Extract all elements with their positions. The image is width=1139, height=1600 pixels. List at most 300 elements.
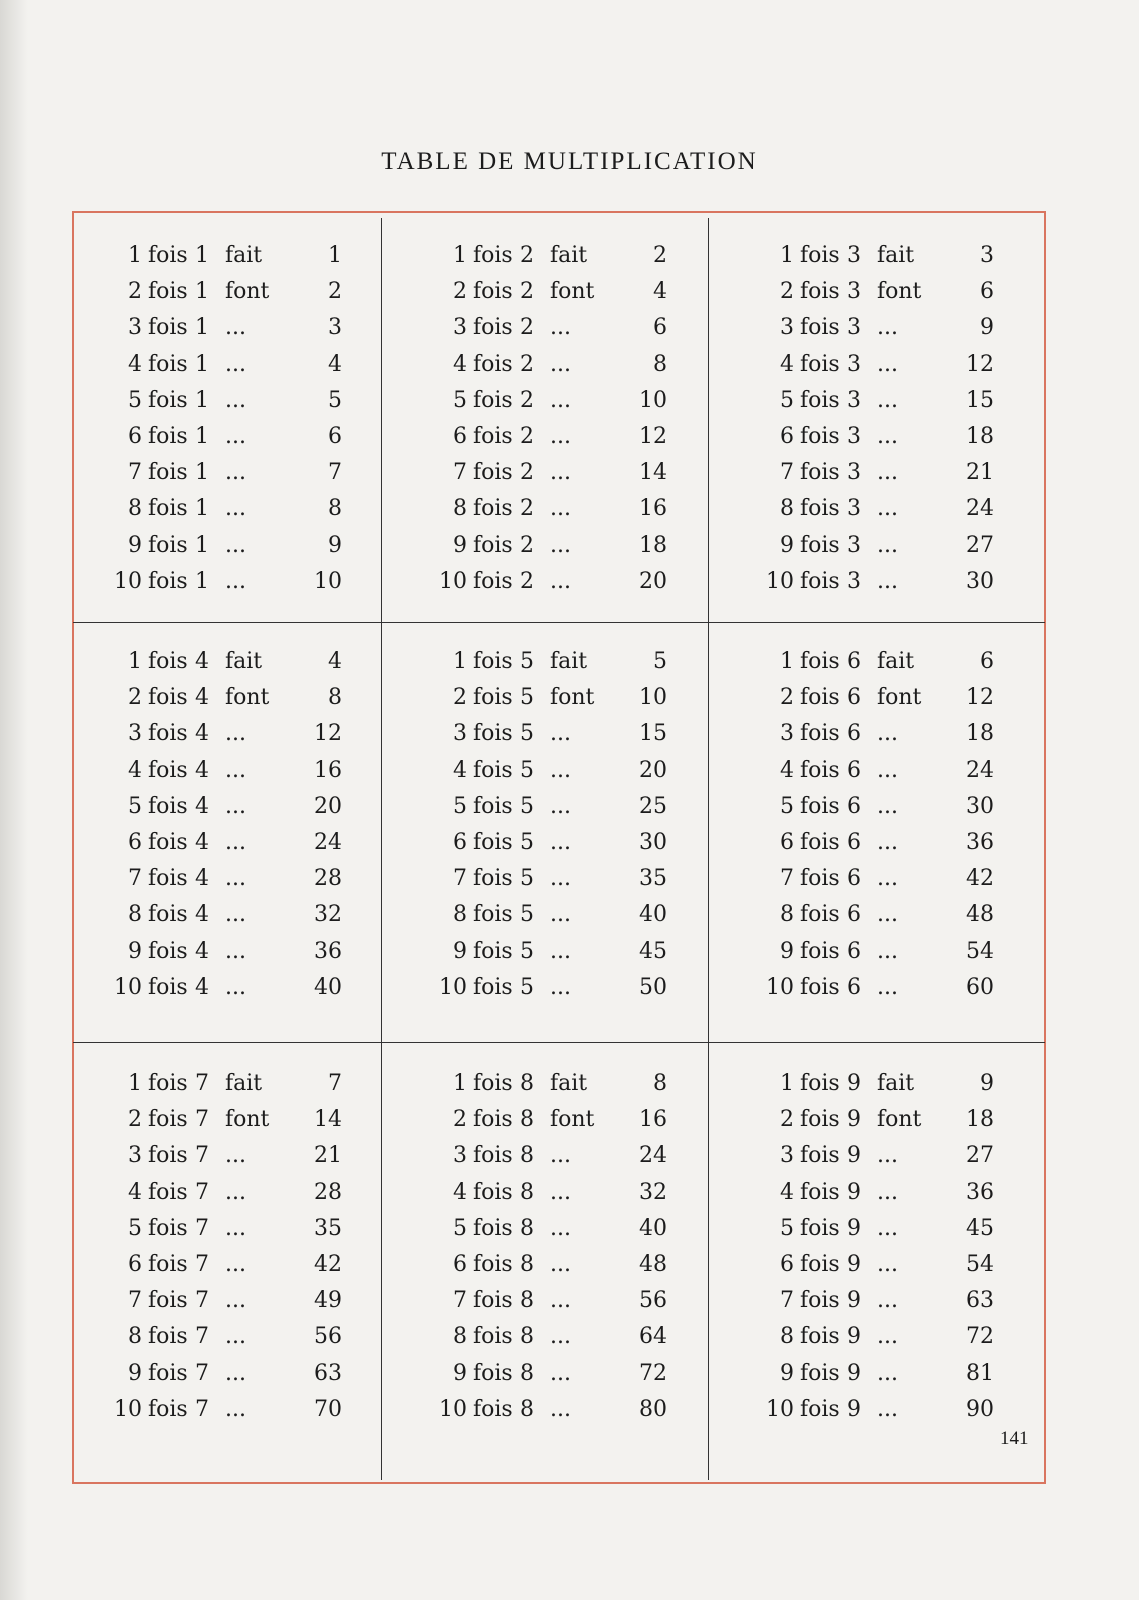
row-multiplier: 6: [847, 793, 861, 819]
row-verb: fait: [550, 1071, 588, 1096]
row-fois: fois: [800, 532, 840, 558]
row-result: 6: [980, 279, 994, 305]
row-verb: ...: [550, 866, 571, 892]
row-multiplier: 6: [847, 685, 861, 711]
row-multiplier: 9: [847, 1360, 861, 1386]
row-multiplier: 3: [847, 279, 861, 305]
row-multiplier: 5: [520, 721, 534, 747]
row-verb: ...: [877, 1179, 898, 1205]
row-multiplier: 4: [195, 938, 209, 964]
row-verb: ...: [225, 1396, 246, 1422]
row-result: 2: [328, 279, 342, 305]
row-multiplier: 2: [520, 315, 534, 341]
row-multiplier: 7: [195, 1215, 209, 1241]
row-fois: fois: [148, 866, 188, 892]
row-result: 24: [966, 757, 994, 783]
page-number: 141: [1000, 1428, 1029, 1449]
row-multiplier: 8: [520, 1288, 534, 1314]
row-verb: ...: [550, 1215, 571, 1241]
page-edge-shadow: [0, 0, 28, 1600]
row-multiplier: 8: [520, 1143, 534, 1169]
row-fois: fois: [800, 1324, 840, 1350]
table-row: [80, 385, 390, 417]
table-row: [732, 646, 1042, 678]
row-number: 6: [128, 830, 142, 855]
row-result: 24: [966, 496, 994, 522]
row-fois: fois: [473, 974, 513, 1000]
row-fois: fois: [800, 1215, 840, 1241]
table-row: [732, 349, 1042, 381]
row-result: 4: [653, 279, 667, 305]
row-result: 32: [639, 1179, 667, 1205]
row-fois: fois: [800, 974, 840, 1000]
row-multiplier: 2: [520, 279, 534, 305]
row-fois: fois: [148, 938, 188, 964]
row-multiplier: 5: [520, 757, 534, 783]
row-multiplier: 3: [847, 315, 861, 341]
row-number: 4: [780, 1179, 794, 1205]
row-number: 2: [780, 1107, 794, 1133]
row-number: 7: [780, 866, 794, 892]
row-multiplier: 9: [847, 1071, 861, 1096]
row-verb: ...: [877, 1252, 898, 1277]
row-result: 20: [314, 793, 342, 819]
table-row: [80, 863, 390, 895]
row-number: 2: [128, 279, 142, 305]
row-multiplier: 9: [847, 1215, 861, 1241]
row-result: 18: [966, 721, 994, 747]
row-number: 1: [780, 1071, 794, 1096]
table-row: [80, 240, 390, 272]
row-result: 6: [653, 315, 667, 341]
row-number: 10: [766, 1396, 794, 1422]
table-row: [405, 457, 715, 489]
row-number: 8: [128, 902, 142, 928]
row-multiplier: 2: [520, 460, 534, 486]
row-multiplier: 3: [847, 532, 861, 558]
row-fois: fois: [148, 351, 188, 377]
row-multiplier: 8: [520, 1324, 534, 1350]
row-fois: fois: [473, 496, 513, 522]
table-row: [405, 936, 715, 968]
row-number: 7: [453, 866, 467, 892]
row-multiplier: 7: [195, 1396, 209, 1422]
row-result: 49: [314, 1288, 342, 1314]
table-row: [80, 457, 390, 489]
table-row: [405, 385, 715, 417]
table-row: [405, 755, 715, 787]
row-fois: fois: [473, 279, 513, 305]
row-multiplier: 8: [520, 1396, 534, 1422]
row-verb: ...: [877, 1396, 898, 1422]
row-multiplier: 7: [195, 1288, 209, 1314]
row-fois: fois: [800, 1179, 840, 1205]
table-row: [405, 646, 715, 678]
row-number: 5: [128, 793, 142, 819]
row-multiplier: 9: [847, 1288, 861, 1314]
row-fois: fois: [800, 387, 840, 413]
row-multiplier: 2: [520, 532, 534, 558]
row-fois: fois: [148, 685, 188, 711]
row-result: 10: [639, 387, 667, 413]
row-fois: fois: [473, 1360, 513, 1386]
page-title: TABLE DE MULTIPLICATION: [381, 148, 758, 175]
row-multiplier: 6: [847, 721, 861, 747]
table-row: [732, 972, 1042, 1004]
row-fois: fois: [473, 243, 513, 268]
table-row: [405, 240, 715, 272]
row-number: 2: [128, 685, 142, 711]
row-verb: ...: [225, 938, 246, 964]
table-row: [732, 1321, 1042, 1353]
row-fois: fois: [473, 1396, 513, 1422]
row-multiplier: 2: [520, 424, 534, 449]
row-verb: ...: [550, 1324, 571, 1350]
row-verb: ...: [225, 1360, 246, 1386]
row-fois: fois: [800, 902, 840, 928]
row-number: 5: [780, 793, 794, 819]
table-row: [405, 1104, 715, 1136]
row-verb: ...: [877, 1288, 898, 1314]
row-multiplier: 6: [847, 902, 861, 928]
row-number: 5: [780, 387, 794, 413]
row-fois: fois: [800, 685, 840, 711]
row-fois: fois: [148, 902, 188, 928]
row-number: 8: [453, 496, 467, 522]
row-verb: ...: [225, 1324, 246, 1350]
row-multiplier: 3: [847, 424, 861, 449]
row-verb: ...: [550, 1288, 571, 1314]
table-row: [732, 1394, 1042, 1426]
row-result: 12: [966, 351, 994, 377]
row-multiplier: 1: [195, 315, 209, 341]
row-divider-bottom: [73, 1042, 1045, 1043]
table-row: [405, 530, 715, 562]
row-number: 10: [439, 974, 467, 1000]
row-fois: fois: [473, 866, 513, 892]
row-fois: fois: [473, 830, 513, 855]
row-fois: fois: [148, 1360, 188, 1386]
row-fois: fois: [473, 721, 513, 747]
row-fois: fois: [148, 315, 188, 341]
row-verb: ...: [550, 351, 571, 377]
row-result: 21: [966, 460, 994, 486]
row-verb: ...: [877, 866, 898, 892]
row-result: 40: [639, 902, 667, 928]
row-result: 35: [314, 1215, 342, 1241]
row-fois: fois: [800, 315, 840, 341]
row-fois: fois: [148, 830, 188, 855]
row-number: 10: [114, 568, 142, 594]
row-result: 4: [328, 649, 342, 674]
row-result: 36: [966, 1179, 994, 1205]
row-fois: fois: [800, 793, 840, 819]
row-number: 4: [453, 1179, 467, 1205]
row-number: 7: [128, 460, 142, 486]
row-number: 5: [128, 387, 142, 413]
row-result: 48: [966, 902, 994, 928]
table-row: [80, 1394, 390, 1426]
row-verb: fait: [550, 649, 588, 674]
row-result: 54: [966, 1252, 994, 1277]
row-verb: ...: [225, 830, 246, 855]
row-verb: ...: [225, 568, 246, 594]
row-result: 30: [639, 830, 667, 855]
row-multiplier: 3: [847, 460, 861, 486]
row-multiplier: 6: [847, 757, 861, 783]
row-verb: ...: [225, 757, 246, 783]
row-number: 4: [128, 1179, 142, 1205]
table-row: [80, 1249, 390, 1281]
row-number: 9: [128, 938, 142, 964]
row-multiplier: 1: [195, 460, 209, 486]
table-row: [80, 972, 390, 1004]
row-multiplier: 8: [520, 1179, 534, 1205]
table-row: [405, 899, 715, 931]
row-result: 15: [639, 721, 667, 747]
table-row: [405, 1321, 715, 1353]
row-number: 1: [780, 649, 794, 674]
row-result: 56: [639, 1288, 667, 1314]
row-result: 8: [653, 351, 667, 377]
row-multiplier: 9: [847, 1396, 861, 1422]
row-verb: ...: [225, 387, 246, 413]
row-multiplier: 3: [847, 351, 861, 377]
table-row: [80, 1068, 390, 1100]
row-multiplier: 1: [195, 279, 209, 305]
row-fois: fois: [148, 1071, 188, 1096]
row-verb: ...: [550, 568, 571, 594]
row-number: 1: [453, 243, 467, 268]
row-result: 60: [966, 974, 994, 1000]
table-row: [405, 1068, 715, 1100]
row-number: 10: [439, 568, 467, 594]
row-number: 10: [766, 974, 794, 1000]
row-result: 20: [639, 568, 667, 594]
row-multiplier: 6: [847, 649, 861, 674]
row-result: 12: [639, 424, 667, 449]
row-multiplier: 4: [195, 649, 209, 674]
row-verb: ...: [877, 974, 898, 1000]
row-number: 7: [780, 460, 794, 486]
table-row: [732, 276, 1042, 308]
row-multiplier: 8: [520, 1252, 534, 1277]
table-row: [80, 1321, 390, 1353]
row-verb: fait: [550, 243, 588, 268]
table-row: [732, 493, 1042, 525]
row-verb: ...: [225, 424, 246, 449]
table-row: [732, 863, 1042, 895]
row-number: 3: [128, 721, 142, 747]
row-number: 8: [780, 496, 794, 522]
row-verb: ...: [877, 424, 898, 449]
row-multiplier: 2: [520, 496, 534, 522]
row-number: 6: [128, 1252, 142, 1277]
row-fois: fois: [473, 532, 513, 558]
row-number: 4: [780, 757, 794, 783]
table-row: [732, 827, 1042, 859]
row-verb: ...: [225, 460, 246, 486]
table-row: [732, 791, 1042, 823]
row-fois: fois: [473, 351, 513, 377]
row-verb: ...: [877, 1143, 898, 1169]
row-fois: fois: [800, 568, 840, 594]
row-verb: fait: [877, 243, 915, 268]
row-multiplier: 7: [195, 1360, 209, 1386]
row-verb: ...: [877, 387, 898, 413]
row-verb: ...: [877, 315, 898, 341]
table-row: [405, 493, 715, 525]
table-row: [732, 755, 1042, 787]
row-multiplier: 1: [195, 496, 209, 522]
row-multiplier: 5: [520, 830, 534, 855]
row-verb: ...: [550, 1252, 571, 1277]
row-verb: fait: [877, 1071, 915, 1096]
row-verb: ...: [550, 974, 571, 1000]
table-row: [732, 1249, 1042, 1281]
row-verb: ...: [877, 830, 898, 855]
table-row: [732, 421, 1042, 453]
row-verb: ...: [550, 757, 571, 783]
row-result: 25: [639, 793, 667, 819]
row-result: 5: [328, 387, 342, 413]
row-number: 3: [780, 1143, 794, 1169]
row-verb: ...: [225, 496, 246, 522]
row-result: 10: [314, 568, 342, 594]
row-fois: fois: [473, 1252, 513, 1277]
row-fois: fois: [148, 424, 188, 449]
row-result: 8: [328, 685, 342, 711]
row-fois: fois: [473, 568, 513, 594]
row-result: 24: [314, 830, 342, 855]
table-row: [732, 530, 1042, 562]
row-multiplier: 4: [195, 866, 209, 892]
row-number: 8: [128, 1324, 142, 1350]
row-result: 1: [328, 243, 342, 268]
row-verb: ...: [550, 315, 571, 341]
row-multiplier: 1: [195, 532, 209, 558]
row-number: 1: [128, 1071, 142, 1096]
row-fois: fois: [148, 721, 188, 747]
row-number: 6: [780, 830, 794, 855]
row-result: 18: [639, 532, 667, 558]
row-fois: fois: [800, 243, 840, 268]
table-row: [732, 899, 1042, 931]
row-number: 8: [453, 902, 467, 928]
table-row: [732, 1285, 1042, 1317]
row-result: 63: [314, 1360, 342, 1386]
row-result: 4: [328, 351, 342, 377]
row-fois: fois: [148, 243, 188, 268]
row-divider-top: [73, 622, 1045, 623]
row-fois: fois: [148, 1107, 188, 1133]
row-number: 3: [780, 315, 794, 341]
table-row: [80, 493, 390, 525]
row-result: 9: [980, 315, 994, 341]
table-row: [80, 421, 390, 453]
table-row: [80, 530, 390, 562]
table-row: [405, 1249, 715, 1281]
row-number: 3: [453, 721, 467, 747]
row-result: 12: [314, 721, 342, 747]
row-number: 7: [128, 1288, 142, 1314]
table-row: [80, 349, 390, 381]
table-row: [80, 1358, 390, 1390]
row-result: 45: [639, 938, 667, 964]
row-result: 54: [966, 938, 994, 964]
row-multiplier: 5: [520, 793, 534, 819]
row-fois: fois: [148, 496, 188, 522]
row-result: 14: [314, 1107, 342, 1133]
row-fois: fois: [800, 866, 840, 892]
row-verb: ...: [550, 902, 571, 928]
row-verb: font: [550, 1107, 595, 1133]
row-verb: ...: [550, 830, 571, 855]
row-fois: fois: [148, 1215, 188, 1241]
row-number: 5: [453, 1215, 467, 1241]
table-row: [732, 936, 1042, 968]
row-multiplier: 7: [195, 1143, 209, 1169]
row-verb: ...: [225, 793, 246, 819]
table-row: [405, 1140, 715, 1172]
table-row: [80, 899, 390, 931]
row-result: 8: [328, 496, 342, 522]
row-verb: ...: [550, 387, 571, 413]
row-multiplier: 5: [520, 649, 534, 674]
row-number: 6: [453, 830, 467, 855]
row-verb: ...: [225, 721, 246, 747]
row-result: 24: [639, 1143, 667, 1169]
row-verb: font: [225, 279, 270, 305]
row-multiplier: 1: [195, 351, 209, 377]
row-verb: ...: [550, 460, 571, 486]
row-verb: ...: [225, 1143, 246, 1169]
row-fois: fois: [148, 1252, 188, 1277]
row-result: 40: [314, 974, 342, 1000]
row-multiplier: 7: [195, 1252, 209, 1277]
row-result: 2: [653, 243, 667, 268]
row-number: 6: [780, 424, 794, 449]
table-row: [80, 312, 390, 344]
row-fois: fois: [800, 460, 840, 486]
row-result: 40: [639, 1215, 667, 1241]
row-number: 1: [128, 649, 142, 674]
table-row: [732, 1213, 1042, 1245]
row-multiplier: 1: [195, 243, 209, 268]
row-verb: fait: [877, 649, 915, 674]
row-result: 36: [314, 938, 342, 964]
row-result: 5: [653, 649, 667, 674]
row-verb: ...: [225, 1252, 246, 1277]
row-verb: font: [877, 279, 922, 305]
row-multiplier: 7: [195, 1324, 209, 1350]
row-result: 30: [966, 793, 994, 819]
row-verb: ...: [225, 866, 246, 892]
row-multiplier: 6: [847, 938, 861, 964]
row-multiplier: 3: [847, 496, 861, 522]
row-result: 7: [328, 460, 342, 486]
row-verb: font: [225, 1107, 270, 1133]
row-fois: fois: [473, 902, 513, 928]
row-multiplier: 3: [847, 243, 861, 268]
row-fois: fois: [148, 532, 188, 558]
table-row: [405, 1394, 715, 1426]
row-fois: fois: [148, 649, 188, 674]
row-multiplier: 5: [520, 938, 534, 964]
row-number: 9: [780, 938, 794, 964]
row-multiplier: 9: [847, 1143, 861, 1169]
row-fois: fois: [473, 1071, 513, 1096]
